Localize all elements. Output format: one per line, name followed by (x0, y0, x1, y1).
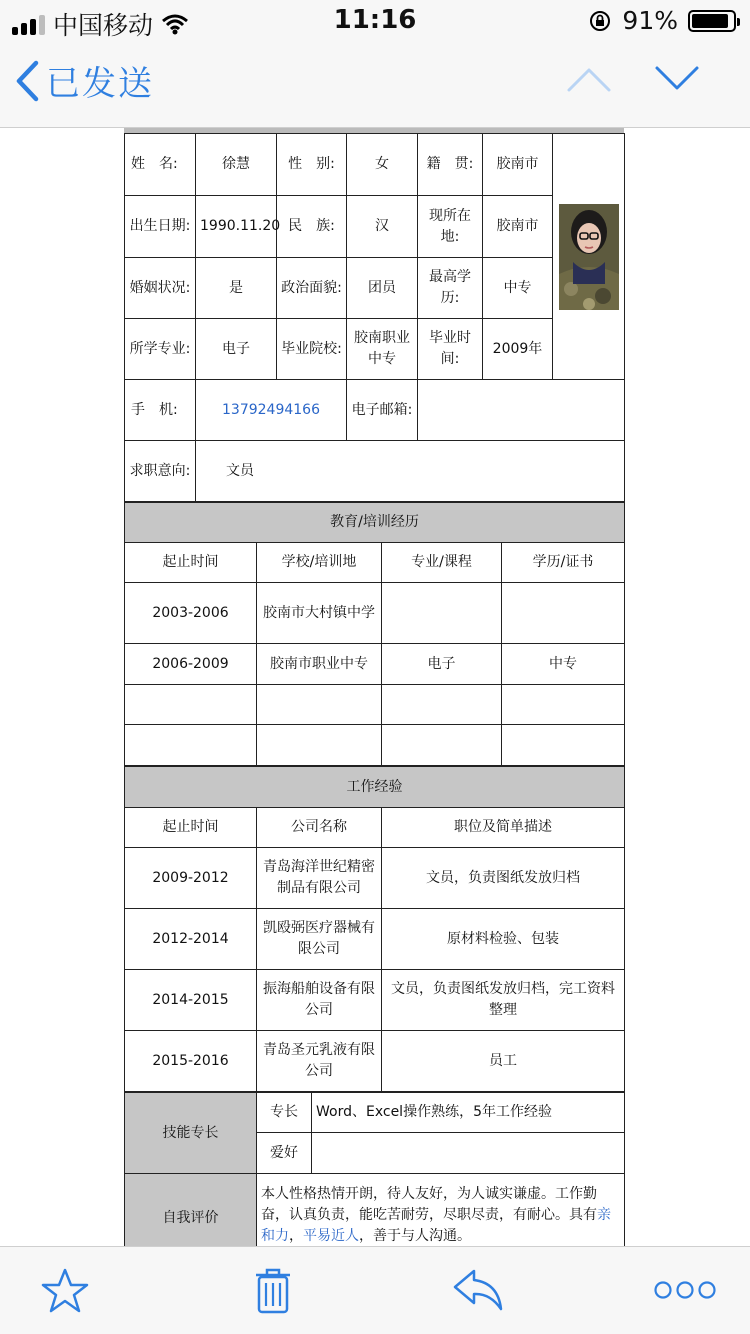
skills-label: 技能专长 (125, 1093, 257, 1174)
up-arrow-icon[interactable] (566, 64, 612, 94)
reply-icon[interactable] (452, 1267, 504, 1313)
message-body[interactable] (0, 128, 750, 1246)
edu-header: 专业/课程 (382, 543, 502, 583)
work-header: 职位及简单描述 (382, 808, 625, 848)
ethnicity-value: 汉 (347, 196, 418, 258)
hobby-value (312, 1133, 625, 1174)
birthdate-value: 1990.11.20 (196, 196, 277, 258)
education-level-value: 中专 (483, 258, 553, 319)
work-cell: 文员，负责图纸发放归档，完工资料整理 (382, 970, 625, 1031)
work-cell: 2014-2015 (125, 970, 257, 1031)
ethnicity-label: 民 族: (277, 196, 347, 258)
birthdate-label: 出生日期: (125, 196, 196, 258)
edu-cell: 胶南市职业中专 (257, 644, 382, 685)
back-label: 已发送 (46, 64, 154, 104)
specialty-label: 专长 (257, 1093, 312, 1133)
flag-star-icon[interactable] (40, 1267, 90, 1315)
edu-cell (382, 583, 502, 644)
more-icon[interactable] (654, 1279, 716, 1301)
nav-bar (0, 40, 750, 128)
work-section-title: 工作经验 (125, 767, 625, 808)
work-cell: 文员，负责图纸发放归档 (382, 848, 625, 909)
work-row (125, 848, 625, 909)
edu-cell (257, 685, 382, 725)
location-value: 胶南市 (483, 196, 553, 258)
specialty-value: Word、Excel操作熟练，5年工作经验 (312, 1093, 625, 1133)
work-row (125, 909, 625, 970)
edu-header: 起止时间 (125, 543, 257, 583)
hometown-label: 籍 贯: (418, 134, 483, 196)
hobby-label: 爱好 (257, 1133, 312, 1174)
email-value (418, 380, 625, 441)
edu-header: 学历/证书 (502, 543, 625, 583)
education-table (124, 502, 625, 766)
work-row (125, 1031, 625, 1092)
edu-cell: 2006-2009 (125, 644, 257, 685)
work-header: 起止时间 (125, 808, 257, 848)
self-eval-link-2[interactable]: 平易近人 (303, 1228, 359, 1244)
edu-cell: 电子 (382, 644, 502, 685)
edu-cell (502, 725, 625, 766)
status-bar (0, 0, 750, 40)
work-cell: 青岛海洋世纪精密制品有限公司 (257, 848, 382, 909)
marital-label: 婚姻状况: (125, 258, 196, 319)
name-value: 徐慧 (196, 134, 277, 196)
political-label: 政治面貌: (277, 258, 347, 319)
down-arrow-icon[interactable] (654, 64, 700, 94)
email-label: 电子邮箱: (347, 380, 418, 441)
lock-rotation-icon (588, 9, 612, 33)
edu-cell (257, 725, 382, 766)
self-eval-value (257, 1174, 625, 1247)
work-table (124, 766, 625, 1092)
edu-cell (382, 725, 502, 766)
phone-label: 手 机: (125, 380, 196, 441)
work-header: 公司名称 (257, 808, 382, 848)
back-chevron-icon (14, 59, 40, 103)
major-value: 电子 (196, 319, 277, 380)
marital-value: 是 (196, 258, 277, 319)
school-label: 毕业院校: (277, 319, 347, 380)
edu-cell: 中专 (502, 644, 625, 685)
skills-table (124, 1092, 625, 1246)
edu-cell (125, 725, 257, 766)
personal-info-table (124, 133, 625, 502)
trash-icon[interactable] (254, 1267, 292, 1315)
battery-icon (688, 10, 736, 32)
edu-header: 学校/培训地 (257, 543, 382, 583)
work-cell: 2009-2012 (125, 848, 257, 909)
edu-row (125, 725, 625, 766)
self-eval-link-1[interactable]: 亲和力 (261, 1207, 611, 1244)
edu-row (125, 583, 625, 644)
hometown-value: 胶南市 (483, 134, 553, 196)
phone-link[interactable]: 13792494166 (196, 380, 347, 441)
work-cell: 凯殴弼医疗器械有限公司 (257, 909, 382, 970)
gender-label: 性 别: (277, 134, 347, 196)
work-cell: 原材料检验、包装 (382, 909, 625, 970)
work-cell: 青岛圣元乳液有限公司 (257, 1031, 382, 1092)
work-cell: 振海船舶设备有限公司 (257, 970, 382, 1031)
profile-photo (559, 204, 619, 310)
work-cell: 2012-2014 (125, 909, 257, 970)
major-label: 所学专业: (125, 319, 196, 380)
self-eval-text-end: ，善于与人沟通。 (359, 1228, 471, 1244)
edu-cell (502, 583, 625, 644)
self-eval-label: 自我评价 (125, 1174, 257, 1247)
job-intent-label: 求职意向: (125, 441, 196, 502)
work-row (125, 970, 625, 1031)
edu-cell (382, 685, 502, 725)
edu-cell: 胶南市大村镇中学 (257, 583, 382, 644)
job-intent-value: 文员 (196, 441, 625, 502)
political-value: 团员 (347, 258, 418, 319)
education-section-title: 教育/培训经历 (125, 503, 625, 543)
edu-row (125, 685, 625, 725)
edu-cell: 2003-2006 (125, 583, 257, 644)
work-cell: 2015-2016 (125, 1031, 257, 1092)
gender-value: 女 (347, 134, 418, 196)
edu-cell (502, 685, 625, 725)
edu-cell (125, 685, 257, 725)
education-level-label: 最高学历: (418, 258, 483, 319)
self-eval-separator: ， (289, 1228, 303, 1244)
photo-cell (553, 134, 625, 380)
work-cell: 员工 (382, 1031, 625, 1092)
self-eval-text: 本人性格热情开朗，待人友好，为人诚实谦虚。工作勤奋，认真负责，能吃苦耐劳，尽职尽责，有耐心。具有 (261, 1186, 597, 1223)
status-right (588, 6, 736, 35)
carrier-name: 中国移动 (53, 11, 154, 40)
name-label: 姓 名: (125, 134, 196, 196)
graduation-value: 2009年 (483, 319, 553, 380)
location-label: 现所在地: (418, 196, 483, 258)
graduation-label: 毕业时间: (418, 319, 483, 380)
status-time: 11:16 (333, 5, 417, 35)
school-value: 胶南职业中专 (347, 319, 418, 380)
back-button[interactable] (14, 56, 154, 105)
resume-document (124, 128, 624, 1246)
battery-percent: 91% (622, 6, 678, 35)
bottom-toolbar (0, 1246, 750, 1334)
edu-row (125, 644, 625, 685)
